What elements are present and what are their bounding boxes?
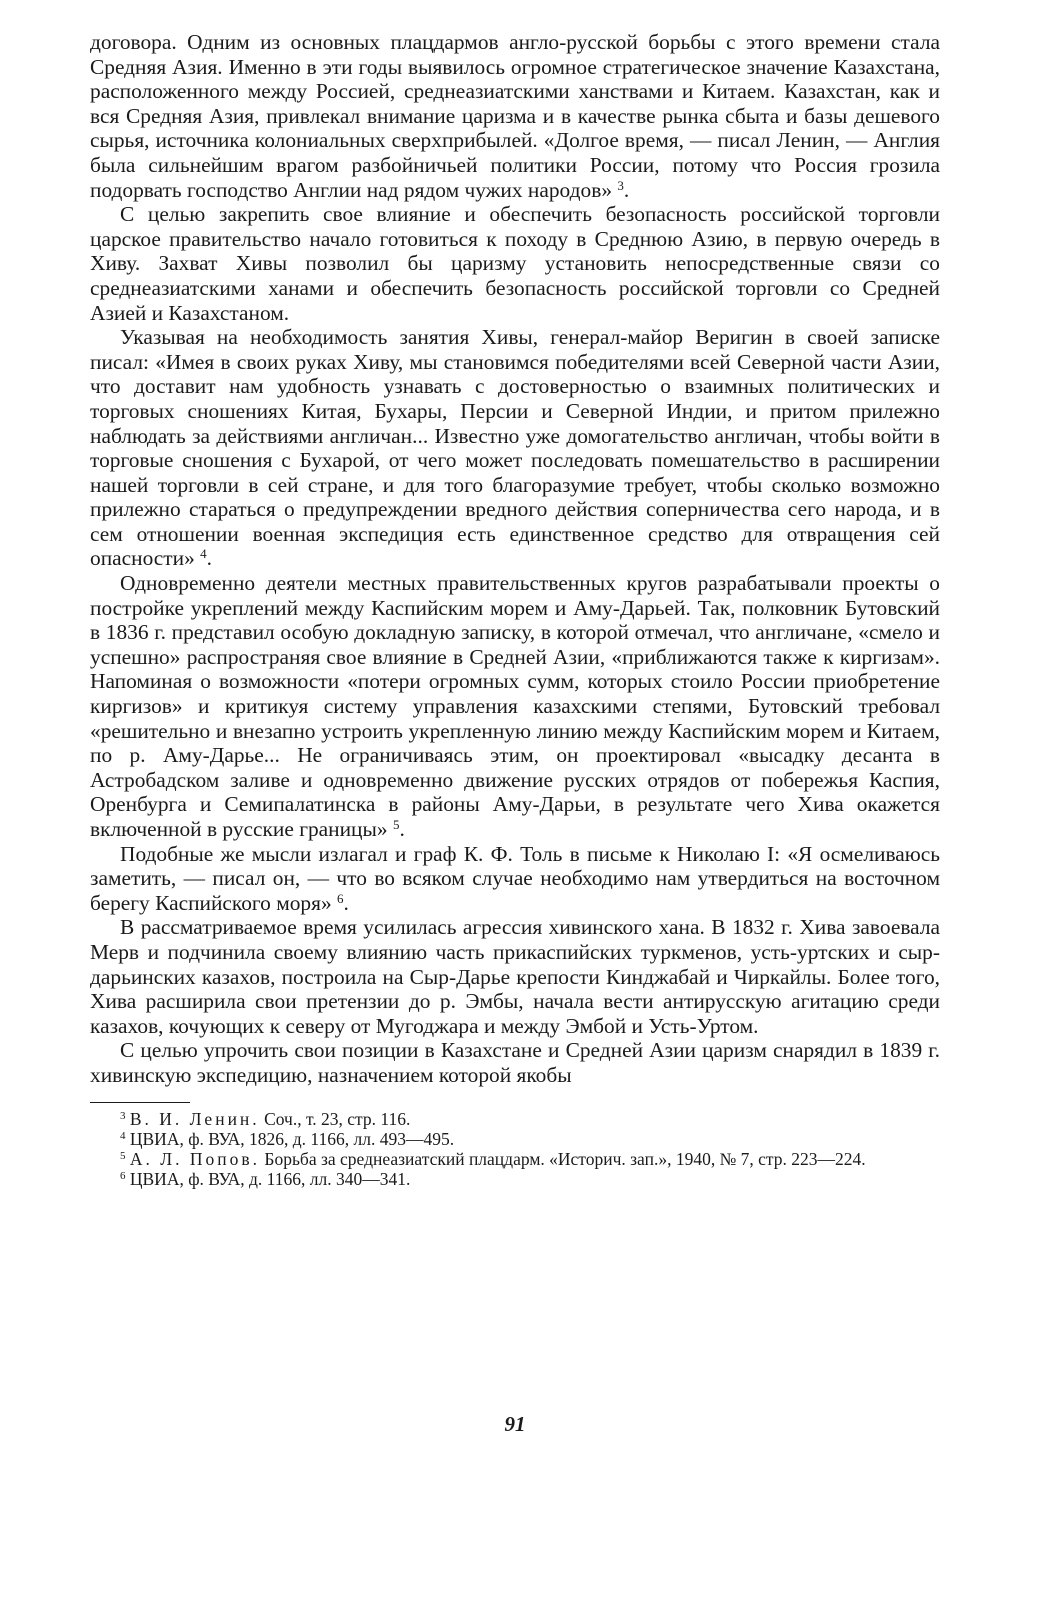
footnote-3: [90, 1109, 940, 1129]
main-text: [90, 30, 940, 1088]
paragraph-text: Подобные же мысли излагал и граф К. Ф. Толь в письме к Николаю I: «Я осмеливаюсь заметить, — писал он, — что во всяком случае необходимо нам утвердиться на восточном берегу Каспийского моря»: [90, 841, 940, 915]
footnote-divider: [90, 1102, 190, 1103]
footnote-ref[interactable]: 3: [617, 177, 624, 193]
footnote-author: А. Л. Попов.: [129, 1148, 261, 1169]
footnote-text: Борьба за среднеазиатский плацдарм. «Историч. зап.», 1940, № 7, стр. 223—224.: [264, 1148, 866, 1169]
footnote-text: Соч., т. 23, стр. 116.: [264, 1108, 411, 1129]
footnote-number: 4: [120, 1129, 126, 1142]
paragraph-text: С целью закрепить свое влияние и обеспечить безопасность российской торговли царское правительство начало готовиться к походу в Среднюю Азию, в первую очередь в Хиву. Захват Хивы позволил бы царизму установить непосредственные связи со среднеазиатскими ханами и обеспечить безопасность российской торговли со Средней Азией и Казахстаном.: [90, 202, 940, 325]
page-number: 91: [504, 1412, 526, 1436]
paragraph-5: Подобные же мысли излагал и граф К. Ф. Толь в письме к Николаю I: «Я осмеливаюсь заметить, — писал он, — что во всяком случае необходимо нам утвердиться на восточном берегу Каспийского моря» $^6$.: [90, 841, 940, 915]
footnote-5: [90, 1149, 940, 1169]
paragraph-6: [90, 915, 940, 1038]
paragraph-text: Указывая на необходимость занятия Хивы, генерал-майор Веригин в своей записке писал: «Имея в своих руках Хиву, мы становимся победителями всей Северной части Азии, что доставит нам удобность узнавать с достоверностью о взаимных политических и торговых сношениях Китая, Бухары, Персии и Северной Индии, и притом прилежно наблюдать за действиями англичан... Известно уже домогательство англичан, чтобы войти в торговые сношения с Бухарой, от чего может последовать помешательство в расширении нашей торговли в сей стране, и для того благоразумие требует, чтобы сколько возможно прилежно стараться о предупреждении вредного действия соперничества сего народа, и в сем отношении военная экспедиция есть единственное средство для отвращения сей опасности»: [90, 325, 940, 571]
book-page: [90, 30, 940, 1436]
footnote-number: 6: [120, 1169, 126, 1182]
paragraph-4: Одновременно деятели местных правительственных кругов разрабатывали проекты о постройке укреплений между Каспийским морем и Аму-Дарьей. Так, полковник Бутовский в 1836 г. представил особую докладную записку, в которой отмечал, что англичане, «смело и успешно» распространяя свое влияние в Средней Азии, «приближаются также к киргизам». Напоминая о возможности «потери огромных сумм, которых стоило России приобретение киргизов» и критикуя систему управления казахскими степями, Бутовский требовал «решительно и внезапно устроить укрепленную линию между Каспийским морем и Китаем, по р. Аму-Дарье... Не ограничиваясь этим, он проектировал «высадку десанта в Астробадском заливе и одновременно движение русских отрядов от побережья Каспия, Оренбурга и Семипалатинска в районы Аму-Дарьи, в результате чего Хива окажется включенной в русские границы» $^5$.: [90, 571, 940, 841]
paragraph-7: [90, 1038, 940, 1087]
paragraph-text: договора. Одним из основных плацдармов англо-русской борьбы с этого времени стала Средняя Азия. Именно в эти годы выявилось огромное стратегическое значение Казахстана, расположенного между Россией, среднеазиатскими ханствами и Китаем. Казахстан, как и вся Средняя Азия, привлекал внимание царизма и в качестве рынка сбыта и базы дешевого сырья, источника колониальных сверхприбылей. «Долгое время, — писал Ленин, — Англия была сильнейшим врагом разбойничьей политики России, потому что Россия грозила подорвать господство Англии над рядом чужих народов»: [90, 30, 940, 202]
paragraph-2: [90, 202, 940, 325]
footnote-6: [90, 1169, 940, 1189]
footnote-ref[interactable]: 5: [392, 817, 400, 832]
paragraph-text: Одновременно деятели местных правительственных кругов разрабатывали проекты о постройке укреплений между Каспийским морем и Аму-Дарьей. Так, полковник Бутовский в 1836 г. представил особую докладную записку, в которой отмечал, что англичане, «смело и успешно» распространяя свое влияние в Средней Азии, «приближаются также к киргизам». Напоминая о возможности «потери огромных сумм, которых стоило России приобретение киргизов» и критикуя систему управления казахскими степями, Бутовский требовал «решительно и внезапно устроить укрепленную линию между Каспийским морем и Китаем, по р. Аму-Дарье... Не ограничиваясь этим, он проектировал «высадку десанта в Астробадском заливе и одновременно движение русских отрядов от побережья Каспия, Оренбурга и Семипалатинска в районы Аму-Дарьи, в результате чего Хива окажется включенной в русские границы»: [90, 571, 940, 841]
paragraph-3: Указывая на необходимость занятия Хивы, генерал-майор Веригин в своей записке писал: «Имея в своих руках Хиву, мы становимся победителями всей Северной части Азии, что доставит нам удобность узнавать с достоверностью о взаимных политических и торговых сношениях Китая, Бухары, Персии и Северной Индии, и притом прилежно наблюдать за действиями англичан... Известно уже домогательство англичан, чтобы войти в торговые сношения с Бухарой, от чего может последовать помешательство в расширении нашей торговли в сей стране, и для того благоразумие требует, чтобы сколько возможно прилежно стараться о предупреждении вредного действия соперничества сего народа, и в сем отношении военная экспедиция есть единственное средство для отвращения сей опасности» $^4$.: [90, 325, 940, 571]
footnote-ref[interactable]: 6: [337, 890, 344, 906]
footnote-number: 3: [120, 1109, 126, 1122]
paragraph-text: В рассматриваемое время усилилась агрессия хивинского хана. В 1832 г. Хива завоевала Мерв и подчинила своему влиянию часть прикаспийских туркменов, усть-уртских и сыр-дарьинских казахов, построила на Сыр-Дарье крепости Кинджабай и Чиркайлы. Более того, Хива расширила свои претензии до р. Эмбы, начала вести антирусскую агитацию среди казахов, кочующих к северу от Мугоджара и между Эмбой и Усть-Уртом.: [90, 915, 940, 1038]
footnote-text: ЦВИА, ф. ВУА, д. 1166, лл. 340—341.: [129, 1168, 411, 1189]
footnotes: [90, 1109, 940, 1189]
footnote-4: [90, 1129, 940, 1149]
paragraph-1: договора. Одним из основных плацдармов англо-русской борьбы с этого времени стала Средняя Азия. Именно в эти годы выявилось огромное стратегическое значение Казахстана, расположенного между Россией, среднеазиатскими ханствами и Китаем. Казахстан, как и вся Средняя Азия, привлекал внимание царизма и в качестве рынка сбыта и базы дешевого сырья, источника колониальных сверхприбылей. «Долгое время, — писал Ленин, — Англия была сильнейшим врагом разбойничьей политики России, потому что Россия грозила подорвать господство Англии над рядом чужих народов» $^3$.: [90, 30, 940, 202]
footnote-number: 5: [120, 1149, 126, 1162]
footnote-ref[interactable]: 4: [200, 546, 207, 562]
footnote-text: ЦВИА, ф. ВУА, 1826, д. 1166, лл. 493—495.: [129, 1128, 455, 1149]
paragraph-text: С целью упрочить свои позиции в Казахстане и Средней Азии царизм снарядил в 1839 г. хивинскую экспедицию, назначением которой якобы: [90, 1038, 940, 1087]
footnote-author: В. И. Ленин.: [129, 1108, 260, 1129]
